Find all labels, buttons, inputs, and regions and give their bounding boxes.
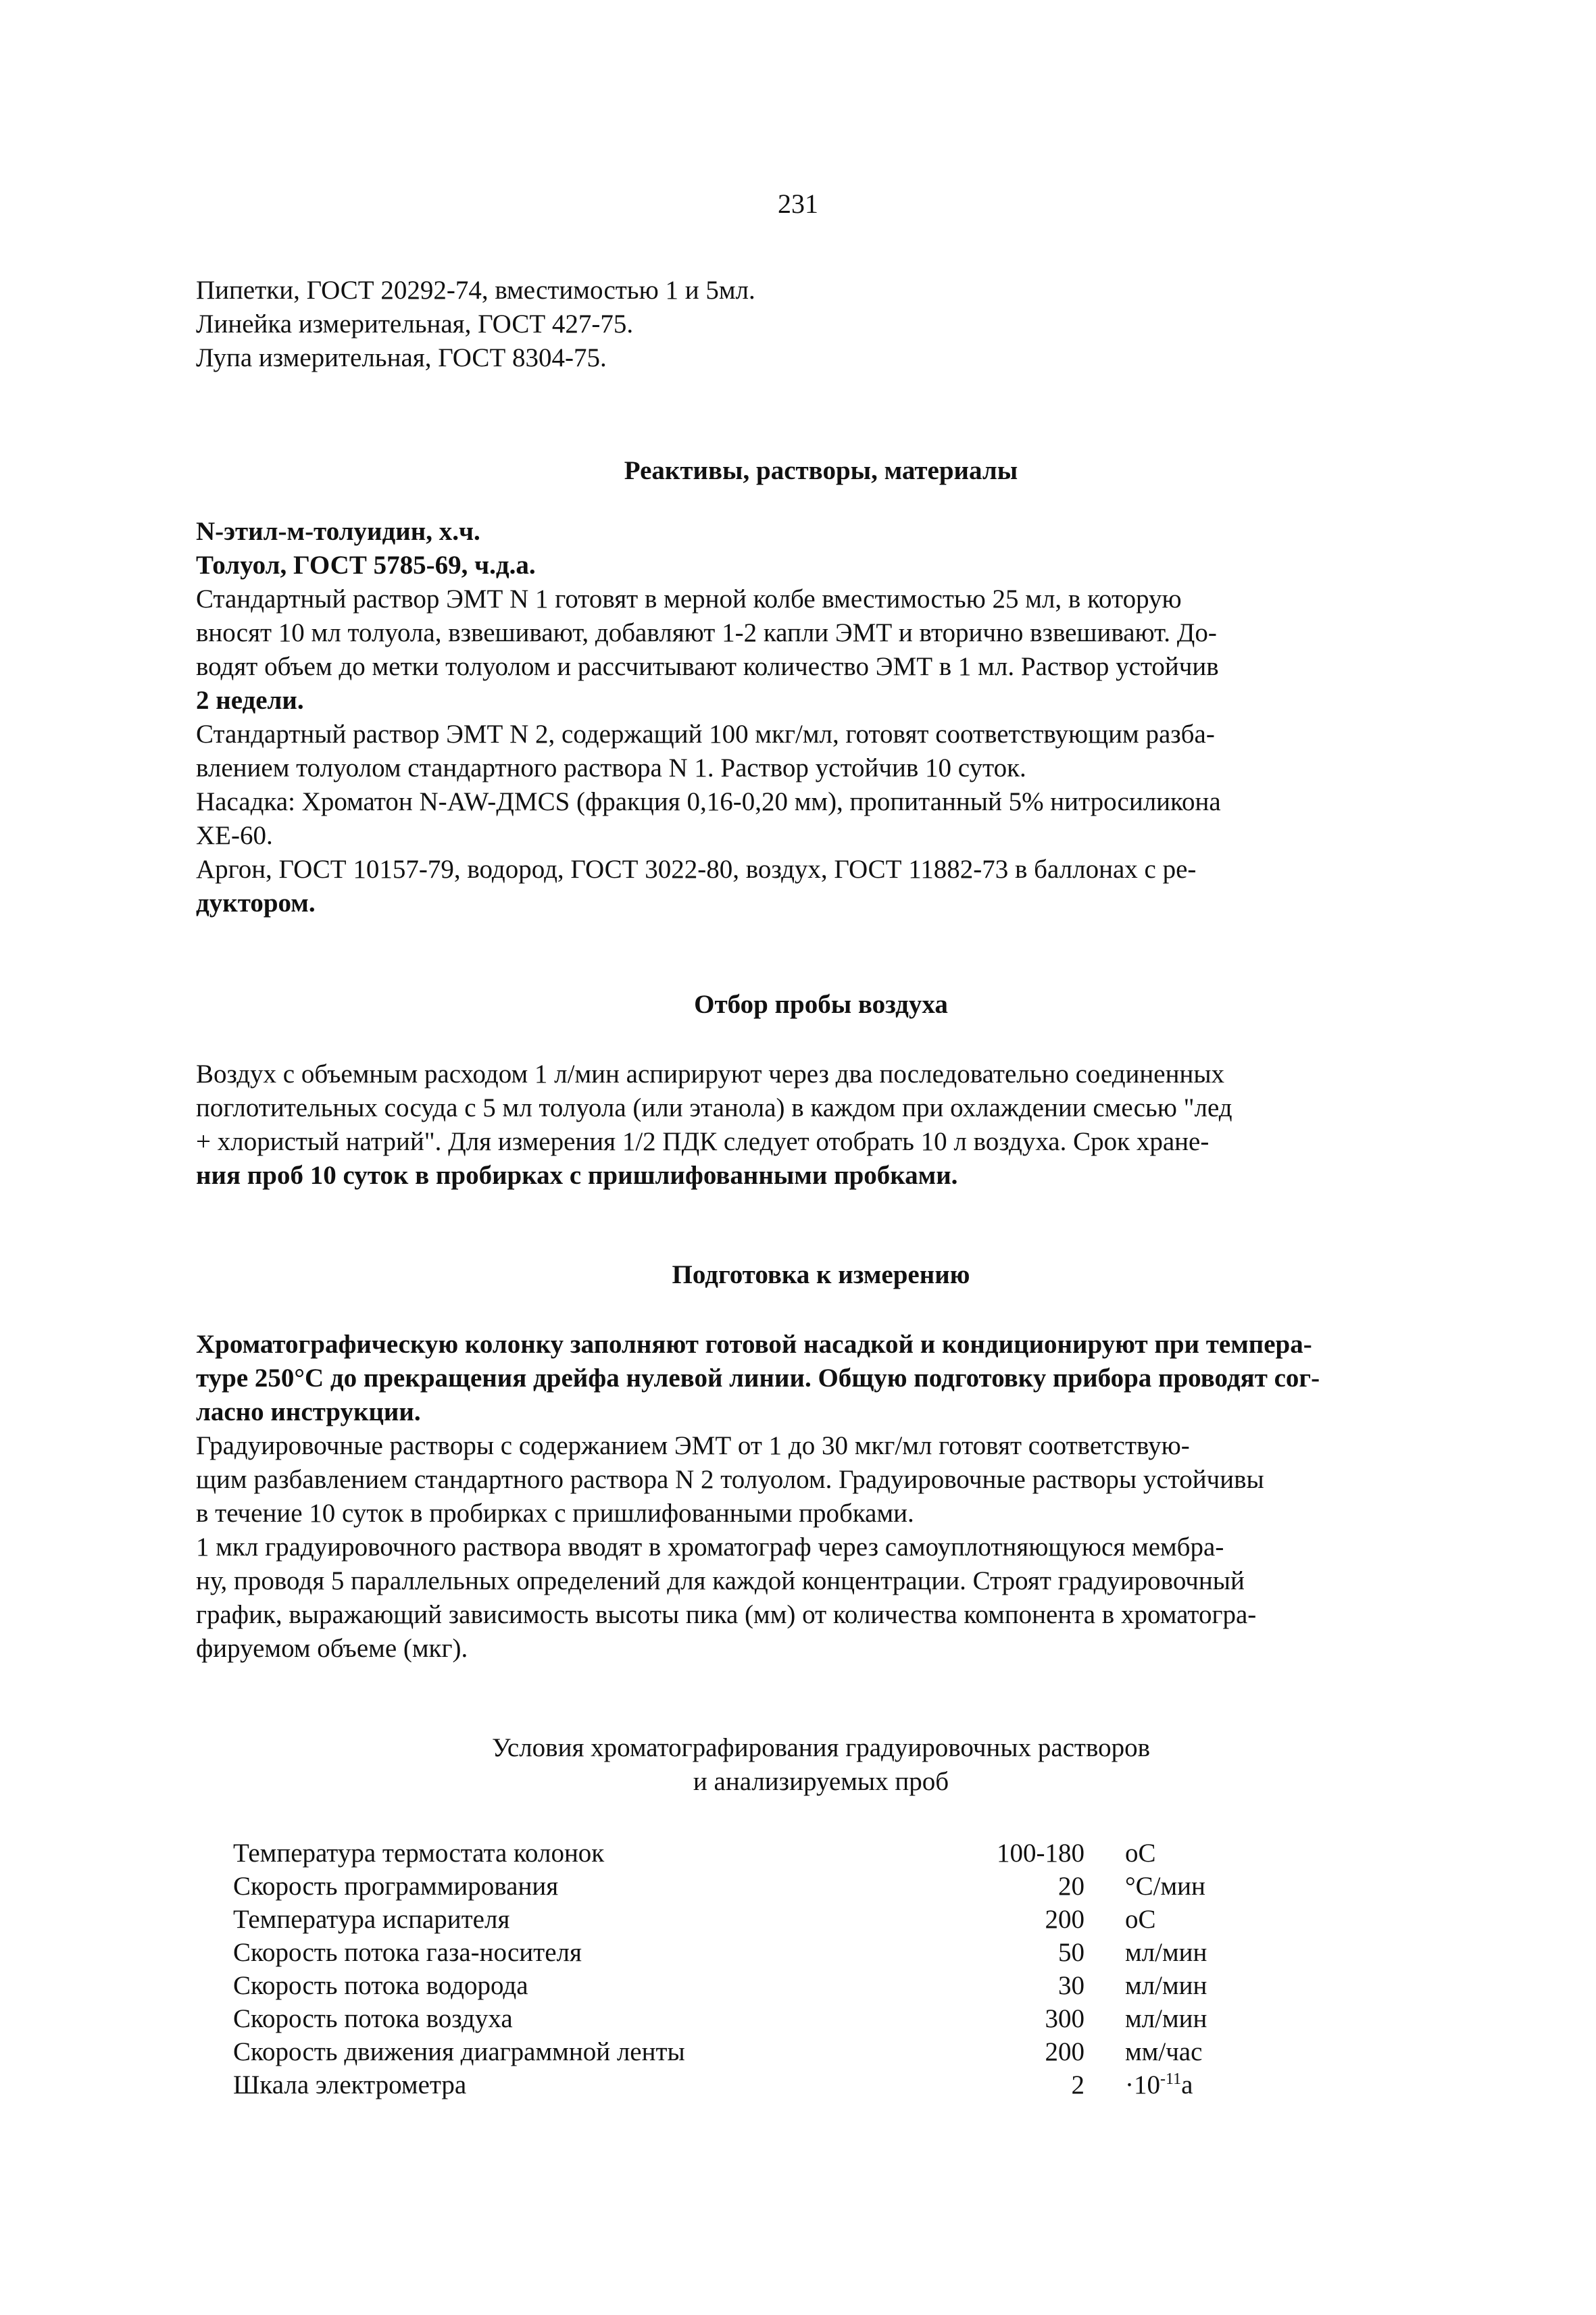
reagents-section [196,515,1446,582]
preparation-paragraph-2 [196,1429,1446,1530]
text-line: влением толуолом стандартного раствора N 1. Раствор устойчив 10 суток. [196,753,1026,782]
unit-exponent: -11 [1160,2070,1182,2088]
unit-cell: оС [1125,1839,1156,1868]
equipment-item: Линейка измерительная, ГОСТ 427-75. [196,309,634,339]
page-number: 231 [778,189,818,219]
text-line: 2 недели. [196,686,304,715]
text-line: Хроматографическую колонку заполняют готовой насадкой и кондиционируют при темпера- [196,1330,1312,1359]
conditions-heading-line: и анализируемых проб [693,1767,949,1796]
text-line: ласно инструкции. [196,1397,421,1426]
text-line: Аргон, ГОСТ 10157-79, водород, ГОСТ 3022-80, воздух, ГОСТ 11882-73 в баллонах с ре- [196,855,1197,884]
text-line: график, выражающий зависимость высоты пика (мм) от количества компонента в хроматогра- [196,1600,1257,1629]
reagents-heading: Реактивы, растворы, материалы [624,456,1018,485]
text-line: щим разбавлением стандартного раствора N 2 толуолом. Градуировочные растворы устойчивы [196,1465,1264,1494]
unit-base: ·10 [1125,2070,1160,2099]
conditions-heading [196,1731,1446,1799]
text-line: поглотительных сосуда с 5 мл толуола (или этанола) в каждом при охлаждении смесью "лед [196,1093,1232,1122]
unit-cell: оС [1125,1905,1156,1934]
param-cell: Скорость движения диаграммной ленты [233,2037,685,2066]
value-cell: 2 [1071,2070,1084,2099]
preparation-paragraph-3 [196,1530,1446,1666]
param-cell: Скорость потока газа-носителя [233,1938,582,1967]
value-cell: 100-180 [997,1839,1084,1868]
param-cell: Температура испарителя [233,1905,510,1934]
param-cell: Скорость потока воздуха [233,2004,513,2033]
table-row [233,2068,1274,2101]
reagents-paragraph-1 [196,582,1446,718]
text-line: ния проб 10 суток в пробирках с пришлифованными пробками. [196,1161,958,1190]
param-cell: Шкала электрометра [233,2070,467,2099]
sampling-paragraph [196,1057,1446,1193]
value-cell: 50 [1058,1938,1084,1967]
value-cell: 200 [1045,1905,1084,1934]
reagents-paragraph-4 [196,853,1446,920]
reagent-item: Толуол, ГОСТ 5785-69, ч.д.а. [196,551,536,580]
text-line: 1 мкл градуировочного раствора вводят в хроматограф через самоуплотняющуюся мембра- [196,1533,1224,1562]
text-line: ХЕ-60. [196,821,273,850]
conditions-table [233,1837,1274,2101]
text-line: Воздух с объемным расходом 1 л/мин аспирируют через два последовательно соединенных [196,1060,1225,1089]
unit-cell: мл/мин [1125,1938,1207,1967]
text-line: ну, проводя 5 параллельных определений для каждой концентрации. Строят градуировочный [196,1566,1245,1595]
table-row [233,1936,1274,1969]
table-row [233,2035,1274,2068]
param-cell: Скорость программирования [233,1872,559,1901]
text-line: Насадка: Хроматон N-AW-ДМCS (фракция 0,16-0,20 мм), пропитанный 5% нитросиликона [196,787,1221,816]
unit-cell: мм/час [1125,2037,1203,2066]
table-row [233,2002,1274,2035]
preparation-heading: Подготовка к измерению [672,1260,970,1289]
equipment-item: Лупа измерительная, ГОСТ 8304-75. [196,343,607,372]
table-row [233,1903,1274,1936]
equipment-item: Пипетки, ГОСТ 20292-74, вместимостью 1 и 5мл. [196,276,755,305]
unit-cell: мл/мин [1125,1971,1207,2000]
text-line: туре 250°С до прекращения дрейфа нулевой линии. Общую подготовку прибора проводят сог- [196,1364,1320,1393]
text-line: Стандартный раствор ЭМТ N 2, содержащий 100 мкг/мл, готовят соответствующим разба- [196,720,1215,749]
param-cell: Скорость потока водорода [233,1971,528,2000]
unit-cell [1125,2068,1274,2101]
text-line: в течение 10 суток в пробирках с пришлифованными пробками. [196,1499,914,1528]
preparation-paragraph-1 [196,1328,1446,1429]
unit-suffix: а [1181,2070,1193,2099]
text-line: дуктором. [196,889,316,918]
conditions-heading-line: Условия хроматографирования градуировочных растворов [491,1733,1151,1762]
reagents-paragraph-2 [196,718,1446,785]
text-line: фируемом объеме (мкг). [196,1634,468,1663]
text-line: + хлористый натрий". Для измерения 1/2 ПДК следует отобрать 10 л воздуха. Срок хране- [196,1127,1210,1156]
text-line: Стандартный раствор ЭМТ N 1 готовят в мерной колбе вместимостью 25 мл, в которую [196,584,1182,614]
table-row [233,1969,1274,2002]
param-cell: Температура термостата колонок [233,1839,605,1868]
value-cell: 20 [1058,1872,1084,1901]
equipment-list [196,274,1446,375]
value-cell: 300 [1045,2004,1084,2033]
text-line: Градуировочные растворы с содержанием ЭМТ от 1 до 30 мкг/мл готовят соответствую- [196,1431,1190,1460]
value-cell: 30 [1058,1971,1084,2000]
unit-cell: °С/мин [1125,1872,1205,1901]
table-row [233,1870,1274,1903]
text-line: вносят 10 мл толуола, взвешивают, добавляют 1-2 капли ЭМТ и вторично взвешивают. До- [196,618,1217,647]
sampling-heading: Отбор пробы воздуха [694,990,948,1019]
reagents-paragraph-3 [196,785,1446,853]
unit-cell: мл/мин [1125,2004,1207,2033]
value-cell: 200 [1045,2037,1084,2066]
reagent-item: N-этил-м-толуидин, х.ч. [196,517,480,546]
text-line: водят объем до метки толуолом и рассчитывают количество ЭМТ в 1 мл. Раствор устойчив [196,652,1219,681]
table-row [233,1837,1274,1870]
